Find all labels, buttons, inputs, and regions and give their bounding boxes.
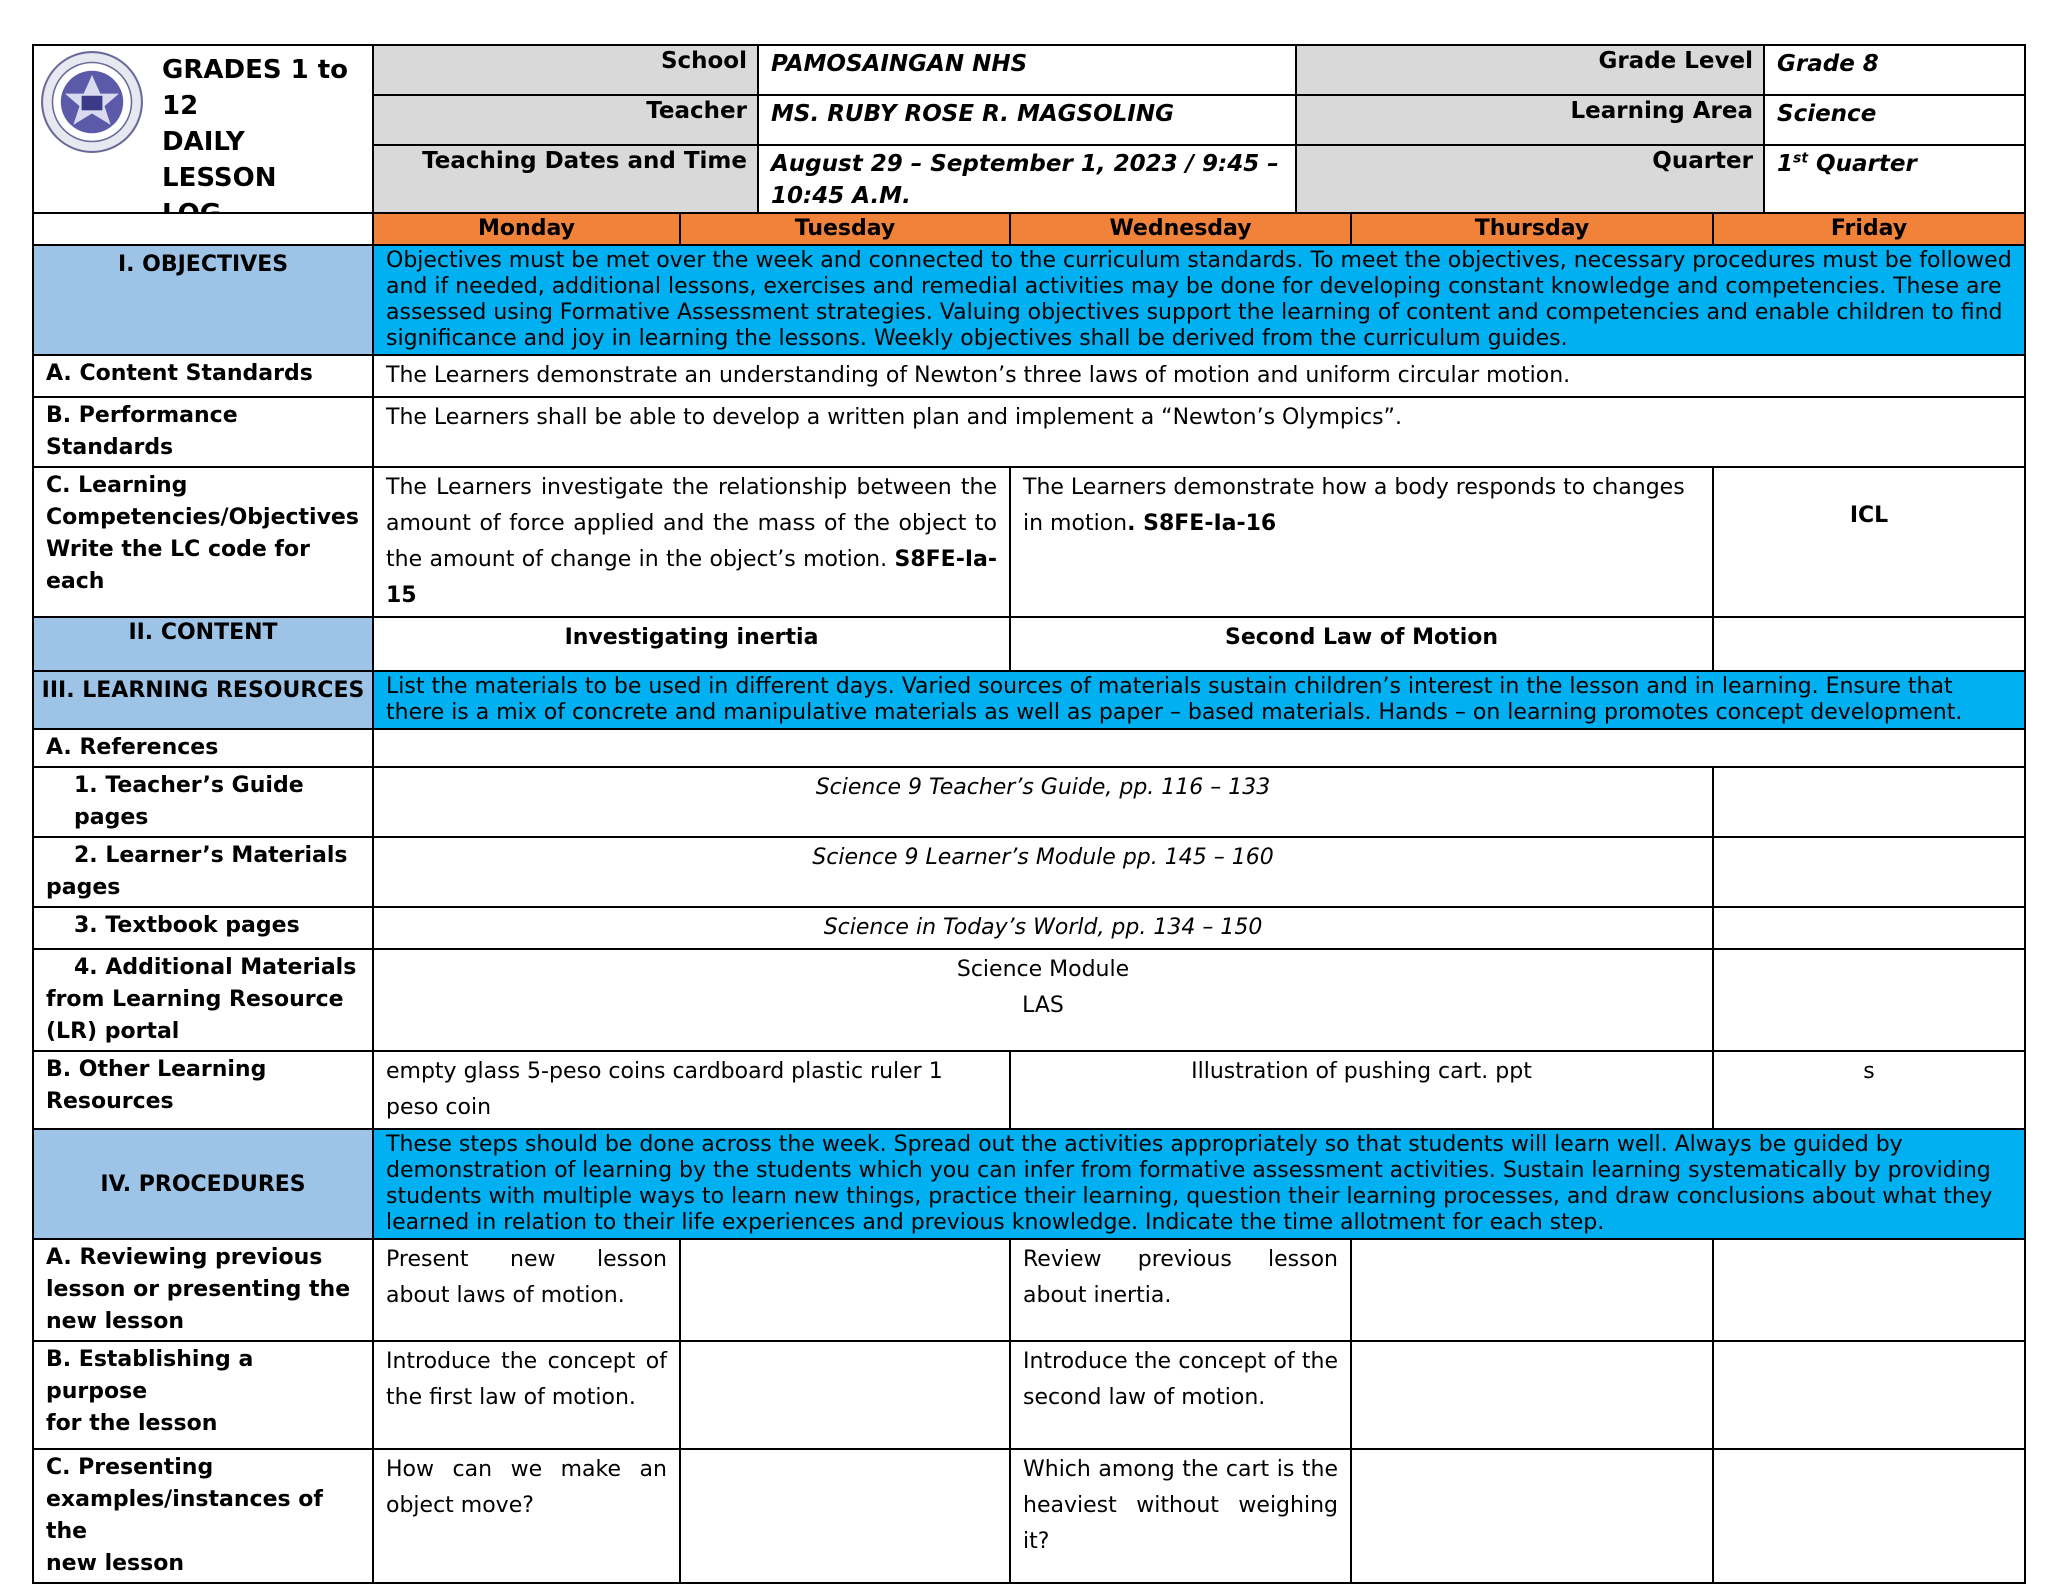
day-monday: Monday bbox=[373, 213, 680, 245]
procedure-b-tuesday bbox=[680, 1341, 1010, 1449]
procedure-c-wednesday: Which among the cart is the heaviest without weighing it? bbox=[1010, 1449, 1351, 1583]
procedure-b-row bbox=[33, 1341, 2025, 1449]
school-value: PAMOSAINGAN NHS bbox=[758, 45, 1296, 95]
procedure-b-label-line-1: B. Establishing a purpose bbox=[46, 1347, 254, 1404]
competencies-label bbox=[33, 467, 373, 617]
day-wednesday: Wednesday bbox=[1010, 213, 1351, 245]
quarter-suffix: st bbox=[1793, 150, 1809, 167]
lm-row bbox=[33, 837, 2025, 907]
competency-mon-tue-text: The Learners investigate the relationship between the amount of force applied and the mass of the object to the amount of change in the object’s motion. bbox=[386, 475, 997, 572]
competency-mon-tue-code: S8FE-Ia-15 bbox=[386, 547, 998, 608]
procedure-c-thursday bbox=[1351, 1449, 1713, 1583]
quarter-word: Quarter bbox=[1808, 150, 1917, 177]
grade-level-label: Grade Level bbox=[1296, 45, 1764, 95]
tg-label: 1. Teacher’s Guide pages bbox=[33, 767, 373, 837]
procedure-c-label bbox=[33, 1449, 373, 1583]
competencies-row bbox=[33, 467, 2025, 617]
quarter-number: 1 bbox=[1777, 150, 1794, 177]
references-row bbox=[33, 729, 2025, 767]
day-friday: Friday bbox=[1713, 213, 2025, 245]
additional-materials-fri bbox=[1713, 949, 2025, 1051]
competency-mon-tue bbox=[373, 467, 1010, 617]
lesson-log-table bbox=[32, 212, 2026, 1584]
content-fri bbox=[1713, 617, 2025, 671]
procedure-c-label-line-2: examples/instances of the bbox=[46, 1487, 323, 1544]
procedures-note: These steps should be done across the week. Spread out the activities appropriately so that students will learn well. Always be guided by demonstration of learning by the students which you can infer from formative assessment activities. Sustain learning systematically by providing students with multiple ways to learn new things, practice their learning, question their learning processes, and draw conclusions about what they learned in relation to their life experiences and previous knowledge. Indicate the time allotment for each step. bbox=[373, 1129, 2025, 1239]
additional-materials-line-2: LAS bbox=[1022, 993, 1064, 1018]
procedure-c-monday: How can we make an object move? bbox=[373, 1449, 680, 1583]
quarter-label: Quarter bbox=[1296, 145, 1764, 237]
competency-wed-thu-code: . S8FE-Ia-16 bbox=[1127, 511, 1277, 536]
learning-area-label: Learning Area bbox=[1296, 95, 1764, 145]
procedure-a-monday: Present new lesson about laws of motion. bbox=[373, 1239, 680, 1341]
days-header-row bbox=[33, 213, 2025, 245]
deped-seal-icon bbox=[40, 50, 144, 154]
objectives-note: Objectives must be met over the week and connected to the curriculum standards. To meet the objectives, necessary procedures must be followed and if needed, additional lessons, exercises and remedial activities may be done for developing constant knowledge and competencies. These are assessed using Formative Assessment strategies. Valuing objectives support the learning of content and competencies and enable children to find significance and joy in learning the lessons. Weekly objectives shall be derived from the curriculum guides. bbox=[373, 245, 2025, 355]
procedure-a-label bbox=[33, 1239, 373, 1341]
tg-value: Science 9 Teacher’s Guide, pp. 116 – 133 bbox=[373, 767, 1713, 837]
school-label: School bbox=[373, 45, 758, 95]
performance-standards-label: B. Performance Standards bbox=[33, 397, 373, 467]
teacher-label: Teacher bbox=[373, 95, 758, 145]
lm-label-line-1: 2. Learner’s Materials bbox=[74, 843, 348, 868]
performance-standards-row bbox=[33, 397, 2025, 467]
procedures-row bbox=[33, 1129, 2025, 1239]
tg-row bbox=[33, 767, 2025, 837]
procedure-c-label-line-3: new lesson bbox=[46, 1551, 184, 1576]
procedures-label: IV. PROCEDURES bbox=[33, 1129, 373, 1239]
other-resources-label-line-1: B. Other Learning bbox=[46, 1057, 267, 1082]
competency-wed-thu bbox=[1010, 467, 1713, 617]
procedure-c-label-line-1: C. Presenting bbox=[46, 1455, 214, 1480]
tb-label: 3. Textbook pages bbox=[33, 907, 373, 949]
additional-materials-label-line-2: from Learning Resource bbox=[46, 987, 344, 1012]
procedure-c-row bbox=[33, 1449, 2025, 1583]
competencies-label-line-2: Competencies/Objectives bbox=[46, 505, 359, 530]
additional-materials-label-line-3: (LR) portal bbox=[46, 1019, 180, 1044]
procedure-a-label-line-2: lesson or presenting the bbox=[46, 1277, 351, 1302]
learning-area-value: Science bbox=[1764, 95, 2025, 145]
additional-materials-label-line-1: 4. Additional Materials bbox=[74, 955, 357, 980]
tb-value: Science in Today’s World, pp. 134 – 150 bbox=[373, 907, 1713, 949]
objectives-row bbox=[33, 245, 2025, 355]
procedure-a-tuesday bbox=[680, 1239, 1010, 1341]
additional-materials-label bbox=[33, 949, 373, 1051]
procedure-a-label-line-1: A. Reviewing previous bbox=[46, 1245, 323, 1270]
content-mon-tue: Investigating inertia bbox=[373, 617, 1010, 671]
resources-note: List the materials to be used in different days. Varied sources of materials sustain children’s interest in the lesson and in learning. Ensure that there is a mix of concrete and manipulative materials as well as paper – based materials. Hands – on learning promotes concept development. bbox=[373, 671, 2025, 729]
competencies-label-line-3: Write the LC code for each bbox=[46, 537, 310, 594]
procedure-a-thursday bbox=[1351, 1239, 1713, 1341]
day-tuesday: Tuesday bbox=[680, 213, 1010, 245]
title-cell bbox=[33, 45, 373, 237]
procedure-b-monday: Introduce the concept of the first law of motion. bbox=[373, 1341, 680, 1449]
procedure-b-thursday bbox=[1351, 1341, 1713, 1449]
references-value bbox=[373, 729, 2025, 767]
other-resources-fri: s bbox=[1713, 1051, 2025, 1129]
day-thursday: Thursday bbox=[1351, 213, 1713, 245]
competency-fri: ICL bbox=[1713, 467, 2025, 617]
tb-fri bbox=[1713, 907, 2025, 949]
references-label: A. References bbox=[33, 729, 373, 767]
other-resources-label bbox=[33, 1051, 373, 1129]
grade-level-value: Grade 8 bbox=[1764, 45, 2025, 95]
dates-label: Teaching Dates and Time bbox=[373, 145, 758, 237]
other-resources-label-line-2: Resources bbox=[46, 1089, 174, 1114]
content-standards-value: The Learners demonstrate an understanding of Newton’s three laws of motion and uniform circular motion. bbox=[373, 355, 2025, 397]
content-standards-label: A. Content Standards bbox=[33, 355, 373, 397]
procedure-c-friday bbox=[1713, 1449, 2025, 1583]
procedure-b-wednesday: Introduce the concept of the second law of motion. bbox=[1010, 1341, 1351, 1449]
additional-materials-line-1: Science Module bbox=[956, 957, 1130, 982]
resources-label: III. LEARNING RESOURCES bbox=[33, 671, 373, 729]
competency-wed-thu-text: The Learners demonstrate how a body responds to changes in motion bbox=[1023, 475, 1685, 536]
procedure-b-label-line-2: for the lesson bbox=[46, 1411, 218, 1436]
lm-value: Science 9 Learner’s Module pp. 145 – 160 bbox=[373, 837, 1713, 907]
teacher-value: MS. RUBY ROSE R. MAGSOLING bbox=[758, 95, 1296, 145]
content-standards-row bbox=[33, 355, 2025, 397]
days-header-corner bbox=[33, 213, 373, 245]
content-label: II. CONTENT bbox=[33, 617, 373, 671]
procedure-b-label bbox=[33, 1341, 373, 1449]
additional-materials-value bbox=[373, 949, 1713, 1051]
other-resources-wed-thu: Illustration of pushing cart. ppt bbox=[1010, 1051, 1713, 1129]
other-resources-mon-tue: empty glass 5-peso coins cardboard plastic ruler 1 peso coin bbox=[373, 1051, 1010, 1129]
lm-label-line-2: pages bbox=[46, 875, 121, 900]
dates-value-line-2: 10:45 A.M. bbox=[771, 182, 911, 209]
resources-row bbox=[33, 671, 2025, 729]
competencies-label-line-1: C. Learning bbox=[46, 473, 188, 498]
lm-fri bbox=[1713, 837, 2025, 907]
additional-materials-row bbox=[33, 949, 2025, 1051]
performance-standards-value: The Learners shall be able to develop a written plan and implement a “Newton’s Olympics”. bbox=[373, 397, 2025, 467]
other-resources-row bbox=[33, 1051, 2025, 1129]
objectives-label: I. OBJECTIVES bbox=[33, 245, 373, 355]
procedure-a-wednesday: Review previous lesson about inertia. bbox=[1010, 1239, 1351, 1341]
header-table bbox=[32, 44, 2026, 238]
lm-label bbox=[33, 837, 373, 907]
title-line-2: DAILY LESSON bbox=[162, 127, 277, 193]
procedure-b-friday bbox=[1713, 1341, 2025, 1449]
content-wed-thu: Second Law of Motion bbox=[1010, 617, 1713, 671]
dates-value-line-1: August 29 – September 1, 2023 / 9:45 – bbox=[771, 150, 1279, 177]
procedure-c-tuesday bbox=[680, 1449, 1010, 1583]
content-row bbox=[33, 617, 2025, 671]
tg-fri bbox=[1713, 767, 2025, 837]
title-line-1: GRADES 1 to 12 bbox=[162, 55, 349, 121]
procedure-a-label-line-3: new lesson bbox=[46, 1309, 184, 1334]
procedure-a-row bbox=[33, 1239, 2025, 1341]
procedure-a-friday bbox=[1713, 1239, 2025, 1341]
tb-row bbox=[33, 907, 2025, 949]
